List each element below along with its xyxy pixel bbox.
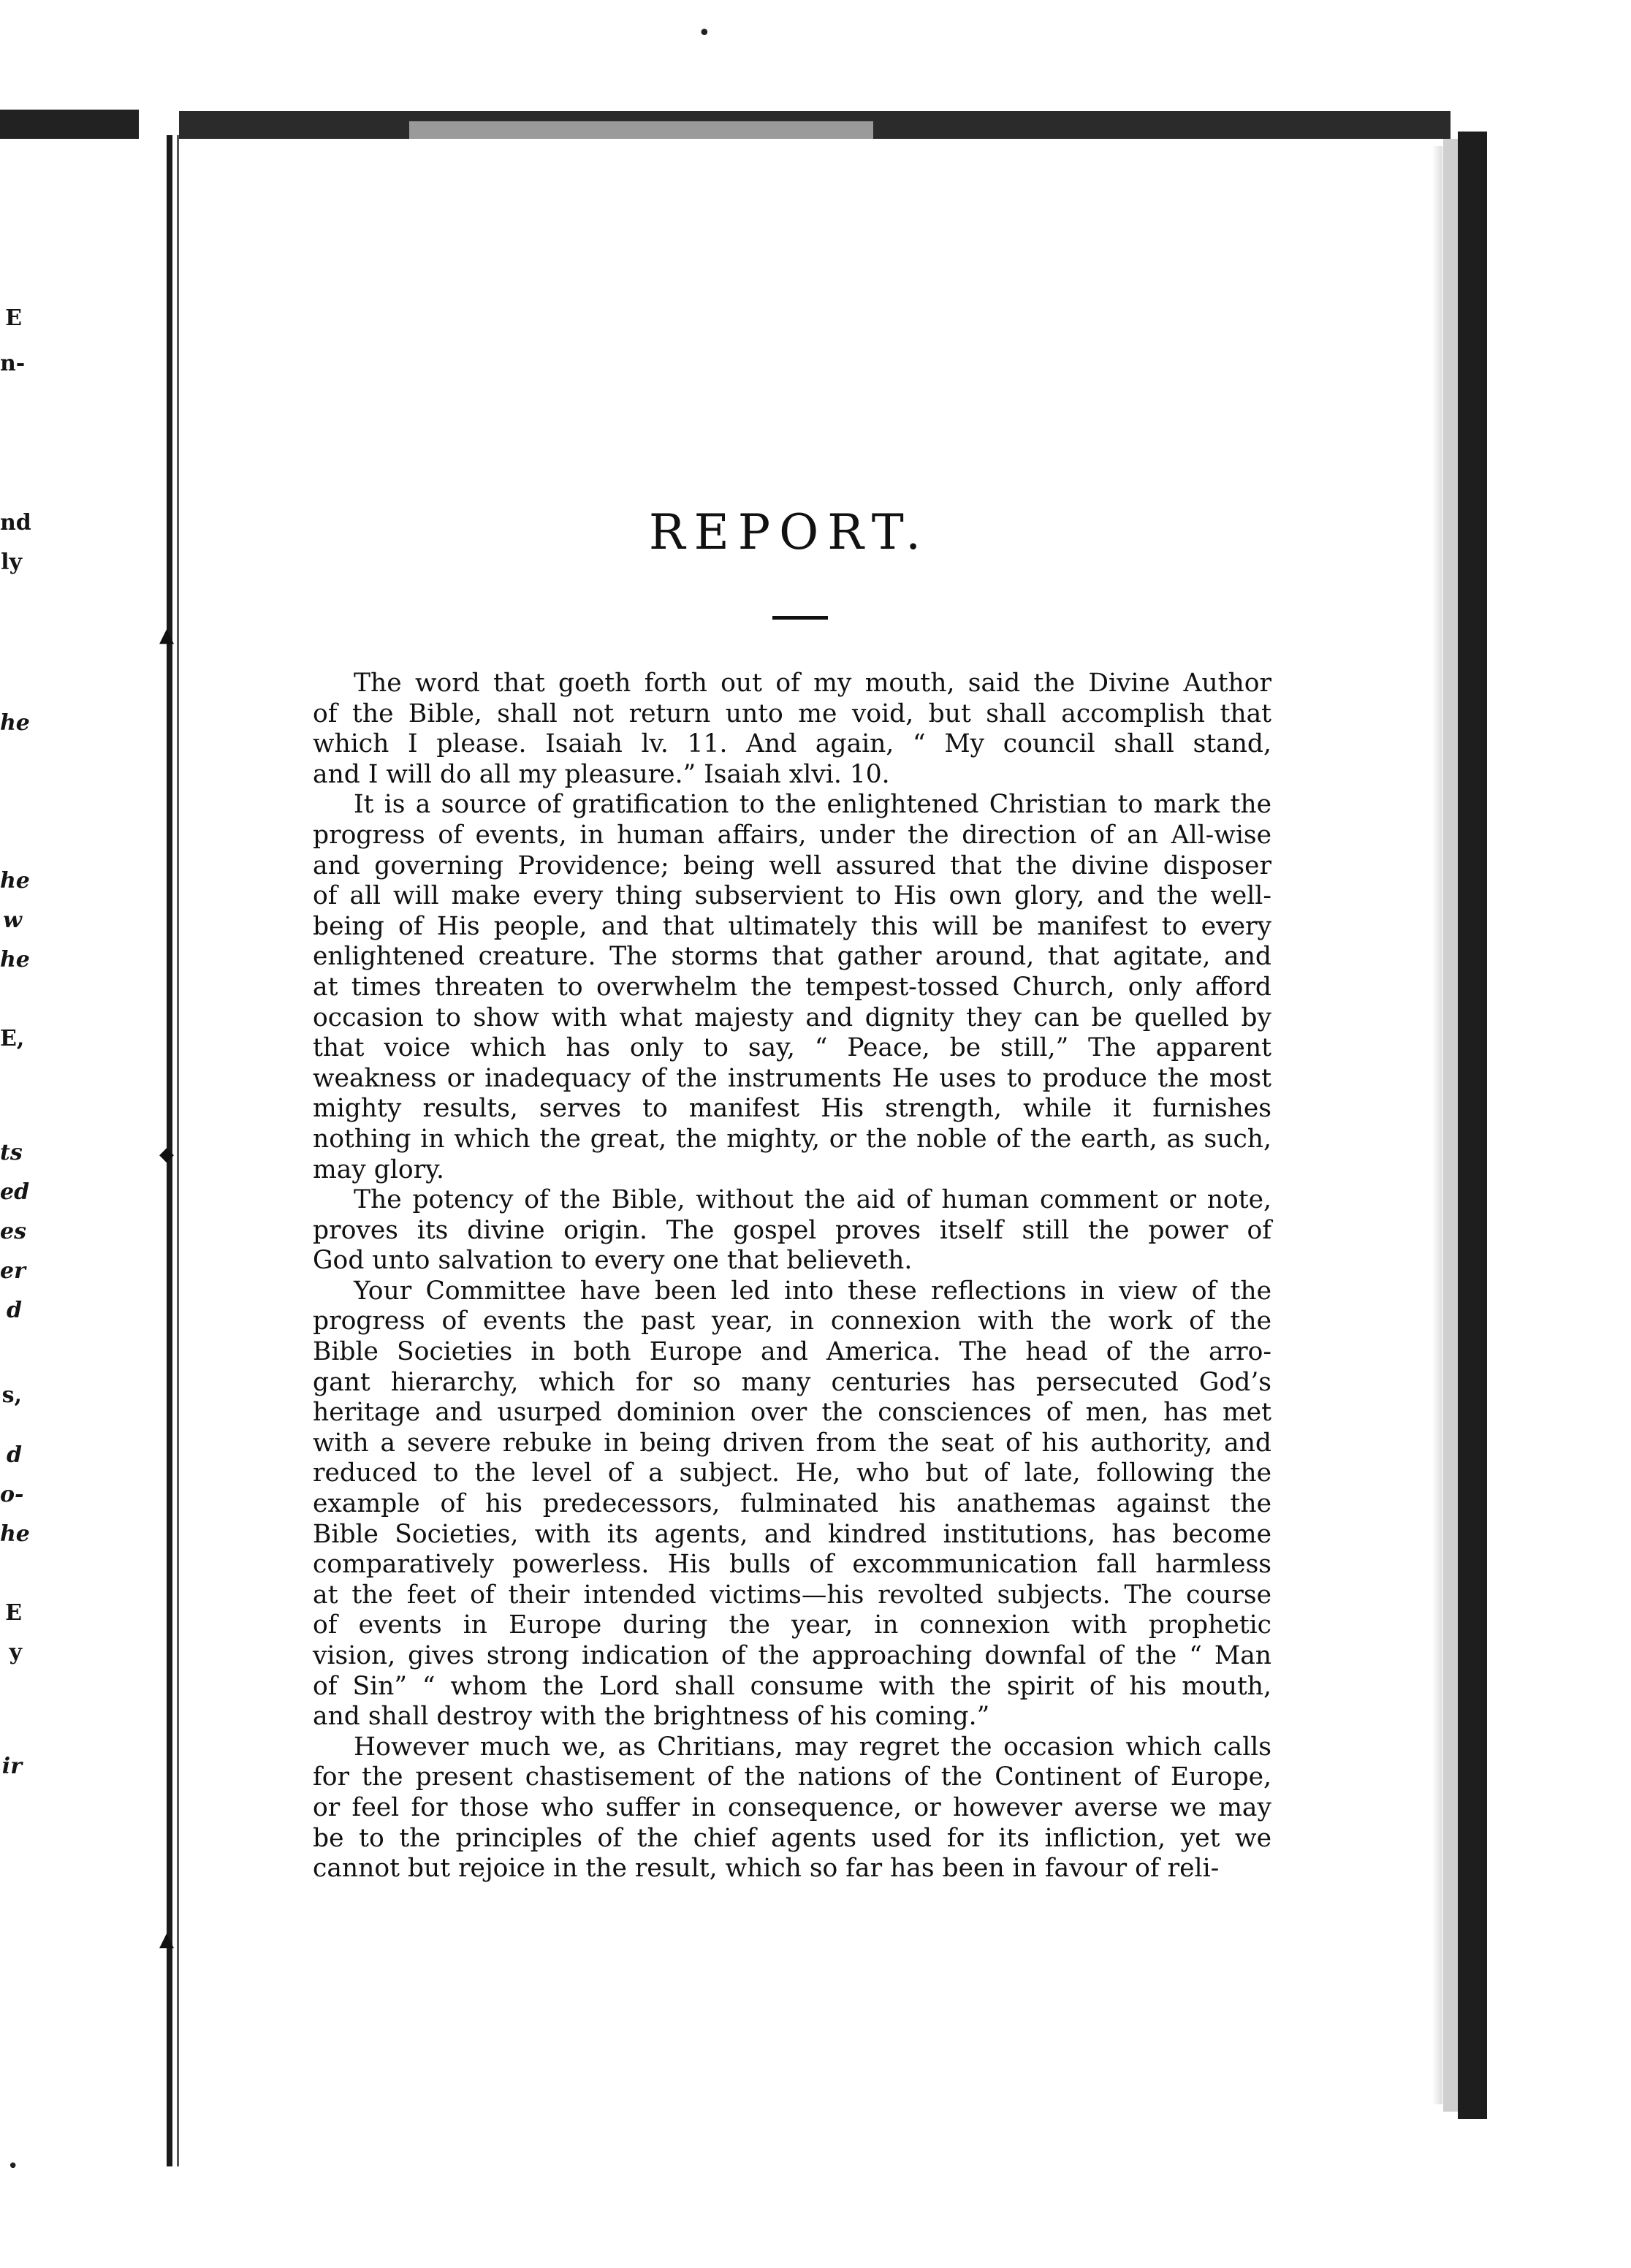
left-page-fragment: he [0,868,30,894]
text-line: The word that goeth forth out of my mouth, said the Divine Author [354,669,1271,698]
text-line: be to the principles of the chief agents used for its infliction, yet we [313,1823,1271,1853]
text-line: Your Committee have been led into these reflections in view of the [354,1276,1271,1306]
left-page-fragment: E [5,1600,22,1626]
text-line: at times threaten to overwhelm the tempest-tossed Church, only afford [313,972,1271,1002]
text-line: comparatively powerless. His bulls of excommunication fall harmless [313,1550,1271,1580]
gutter-arrow-mark: ▲ [159,1929,174,1951]
text-line: example of his predecessors, fulminated his anathemas against the [313,1489,1271,1519]
text-line: which I please. Isaiah lv. 11. And again, “ My council shall stand, [313,729,1271,759]
left-page-fragment: y [9,1640,22,1665]
left-page-fragment: ly [1,549,22,575]
text-line: for the present chastisement of the nations of the Continent of Europe, [313,1762,1271,1792]
left-page-fragment: ed [0,1179,30,1205]
title-rule [772,616,828,620]
left-page-fragment: es [0,1219,26,1244]
body-text [313,669,1271,1884]
text-line: mighty results, serves to manifest His strength, while it furnishes [313,1094,1271,1124]
text-line: progress of events, in human affairs, under the direction of an All-wise [313,820,1271,850]
text-line: being of His people, and that ultimately this will be manifest to every [313,911,1271,941]
left-page-fragment: d [7,1298,22,1323]
left-page-fragment: E [5,305,22,331]
right-page-edge-dark [1458,132,1487,2119]
left-page-fragment: he [0,1521,30,1547]
text-line: cannot but rejoice in the result, which so far has been in favour of reli- [313,1854,1220,1884]
text-line: God unto salvation to every one that believeth. [313,1246,913,1276]
text-line: and shall destroy with the brightness of his coming.” [313,1702,990,1732]
left-page-fragment: E, [0,1026,25,1051]
paragraph [313,669,1271,790]
right-page-edge [1443,139,1458,2112]
left-page-fragment: ts [0,1140,23,1165]
text-line: weakness or inadequacy of the instruments He uses to produce the most [313,1063,1271,1093]
left-page-fragment: s, [1,1382,22,1408]
text-line: The potency of the Bible, without the aid of human comment or note, [354,1185,1271,1215]
text-line: of all will make every thing subservient to His own glory, and the well- [313,881,1271,911]
text-line: that voice which has only to say, “ Peace, be still,” The apparent [313,1033,1271,1063]
text-line: progress of events the past year, in connexion with the work of the [313,1306,1271,1336]
text-line: However much we, as Chritians, may regret the occasion which calls [354,1732,1271,1762]
text-line: or feel for those who suffer in consequence, or however averse we may [313,1792,1271,1822]
gutter-line-thin [177,135,179,2166]
text-line: of Sin” “ whom the Lord shall consume with the spirit of his mouth, [313,1671,1271,1701]
text-line: proves its divine origin. The gospel proves itself still the power of [313,1215,1271,1245]
gutter-arrow-mark: ▲ [159,625,174,647]
left-page-fragment: ir [1,1754,22,1779]
text-line: may glory. [313,1154,444,1184]
text-line: at the feet of their intended victims—his revolted subjects. The course [313,1580,1271,1610]
text-line: reduced to the level of a subject. He, who but of late, following the [313,1458,1271,1488]
page-top-shadow-light [409,121,873,139]
text-line: It is a source of gratification to the enlightened Christian to mark the [354,790,1271,820]
text-line: gant hierarchy, which for so many centuries has persecuted God’s [313,1367,1271,1397]
left-page-top-edge [0,110,139,139]
left-page-fragment: he [0,710,30,736]
paragraph [313,1276,1271,1732]
text-line: nothing in which the great, the mighty, or the noble of the earth, as such, [313,1124,1271,1154]
left-page-fragment: d [7,1442,22,1468]
scan-speck: • [7,2155,19,2177]
left-page-fragment: n- [0,351,26,376]
text-line: of events in Europe during the year, in connexion with prophetic [313,1610,1271,1640]
text-line: occasion to show with what majesty and dignity they can be quelled by [313,1002,1271,1032]
left-page-fragment: w [3,907,22,933]
text-line: of the Bible, shall not return unto me void, but shall accomplish that [313,699,1271,728]
left-page-fragment: o- [0,1482,24,1507]
paragraph [313,790,1271,1185]
text-line: Bible Societies in both Europe and America. The head of the arro- [313,1337,1271,1367]
left-page-fragment: er [0,1258,26,1284]
text-line: Bible Societies, with its agents, and kindred institutions, has become [313,1519,1271,1549]
paragraph [313,1732,1271,1884]
text-line: heritage and usurped dominion over the consciences of men, has met [313,1398,1271,1428]
gutter-arrow-mark: ◆ [159,1143,174,1165]
text-line: vision, gives strong indication of the approaching downfal of the “ Man [313,1641,1271,1670]
page-title: REPORT. [648,504,930,560]
text-line: enlightened creature. The storms that gather around, that agitate, and [313,942,1271,972]
paragraph [313,1185,1271,1276]
text-line: and governing Providence; being well assured that the divine disposer [313,850,1271,880]
left-page-fragment: he [0,947,30,973]
right-page-edge-strip [1432,146,1442,2104]
left-page-fragment: nd [0,510,31,536]
scan-speck: • [698,20,711,46]
text-line: and I will do all my pleasure.” Isaiah xlvi. 10. [313,759,890,789]
text-line: with a severe rebuke in being driven from the seat of his authority, and [313,1428,1271,1458]
